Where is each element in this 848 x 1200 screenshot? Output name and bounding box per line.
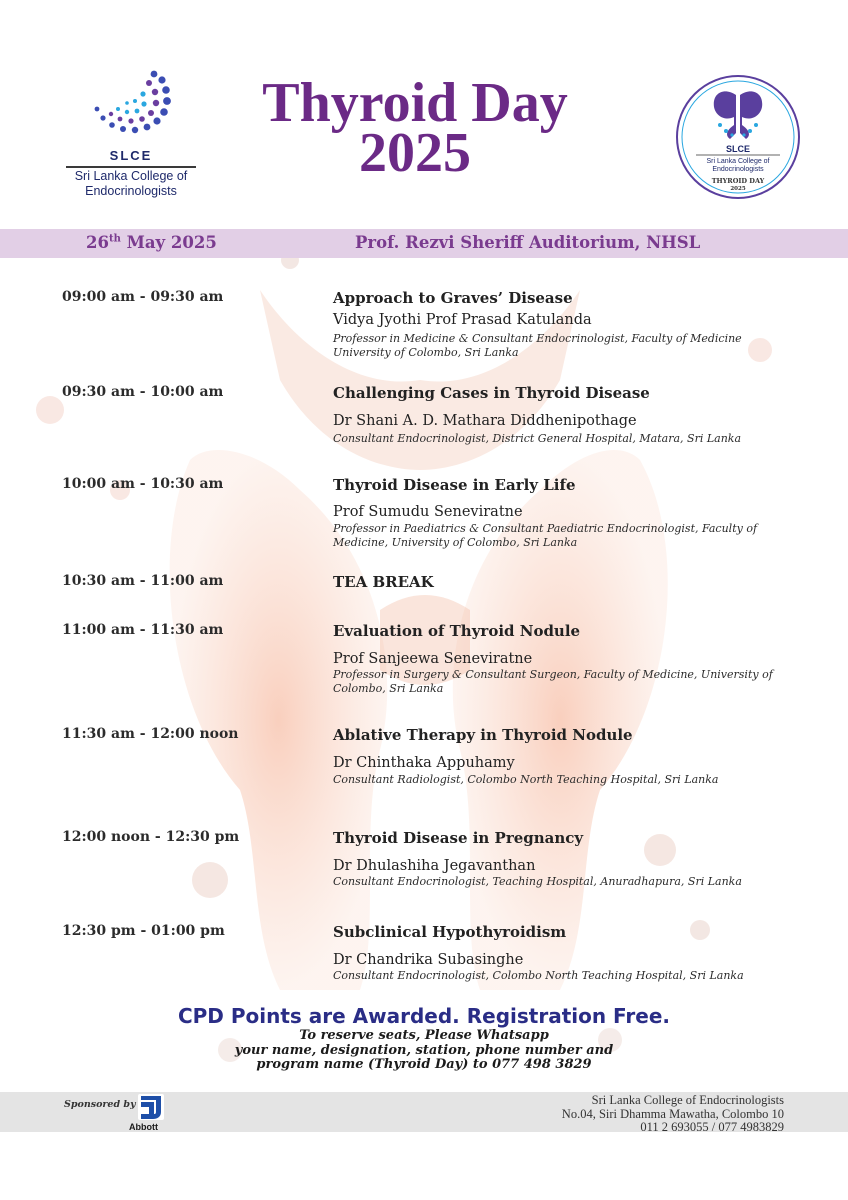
slot-topic: Approach to Graves’ Disease	[333, 289, 573, 307]
slot-time: 10:30 am - 11:00 am	[62, 573, 224, 589]
slot-topic: Ablative Therapy in Thyroid Nodule	[333, 726, 633, 744]
slot-time: 11:30 am - 12:00 noon	[62, 726, 239, 742]
event-venue: Prof. Rezvi Sheriff Auditorium, NHSL	[355, 233, 701, 252]
slot-speaker: Prof Sanjeewa Seneviratne	[333, 651, 533, 667]
slot-speaker-role: Consultant Endocrinologist, District General Hospital, Matara, Sri Lanka	[333, 432, 742, 445]
event-date: 26th May 2025	[86, 233, 217, 252]
svg-text:2025: 2025	[730, 186, 746, 192]
title-line-1: Thyroid Day	[262, 72, 568, 134]
svg-text:Sri Lanka College of: Sri Lanka College of	[706, 158, 770, 165]
org-name: Sri Lanka College of Endocrinologists	[591, 1093, 784, 1107]
slce-logo	[56, 68, 206, 198]
org-phone: 011 2 693055 / 077 4983829	[640, 1120, 784, 1134]
slot-topic: Subclinical Hypothyroidism	[333, 923, 567, 941]
logo-full-name: Sri Lanka College of Endocrinologists	[74, 169, 188, 198]
slot-topic: TEA BREAK	[333, 573, 434, 591]
slot-time: 09:30 am - 10:00 am	[62, 384, 224, 400]
slot-topic: Thyroid Disease in Early Life	[333, 476, 576, 494]
svg-text:SLCE: SLCE	[725, 144, 751, 154]
page-title	[200, 72, 630, 184]
slot-speaker: Dr Shani A. D. Mathara Diddhenipothage	[333, 413, 637, 429]
slot-speaker: Prof Sumudu Seneviratne	[333, 504, 523, 520]
slot-time: 09:00 am - 09:30 am	[62, 289, 224, 305]
slot-speaker-role: Consultant Radiologist, Colombo North Teaching Hospital, Sri Lanka	[333, 773, 719, 786]
slot-topic: Thyroid Disease in Pregnancy	[333, 829, 584, 847]
date-venue-band	[0, 229, 848, 258]
slot-topic: Evaluation of Thyroid Nodule	[333, 622, 581, 640]
slot-speaker-role: Professor in Paediatrics & Consultant Paediatric Endocrinologist, Faculty of Medicine, University of Colombo, Sri Lanka	[333, 522, 758, 549]
slot-speaker: Dr Dhulashiha Jegavanthan	[333, 858, 536, 874]
slce-dot-logo-icon	[88, 68, 174, 144]
thyroid-butterfly-seal-icon	[674, 73, 802, 201]
slot-topic: Challenging Cases in Thyroid Disease	[333, 384, 650, 402]
sponsor-name: Abbott	[129, 1122, 158, 1132]
slot-speaker-role: Consultant Endocrinologist, Teaching Hospital, Anuradhapura, Sri Lanka	[333, 875, 742, 888]
slot-speaker: Dr Chinthaka Appuhamy	[333, 755, 515, 771]
slot-time: 12:00 noon - 12:30 pm	[62, 829, 240, 845]
svg-text:Endocrinologists: Endocrinologists	[712, 166, 764, 173]
slot-speaker-role: Consultant Endocrinologist, Colombo North Teaching Hospital, Sri Lanka	[333, 969, 744, 982]
cpd-notice: CPD Points are Awarded. Registration Free.	[177, 1004, 671, 1028]
reservation-instructions: To reserve seats, Please Whatsapp your name, designation, station, phone number and program name (Thyroid Day) to 077 498 3829	[234, 1028, 614, 1072]
title-line-2: 2025	[359, 122, 471, 184]
footer	[0, 1092, 848, 1132]
logo-divider	[66, 166, 196, 168]
logo-abbreviation: SLCE	[109, 148, 153, 163]
svg-text:THYROID DAY: THYROID DAY	[711, 177, 765, 185]
slot-speaker-role: Professor in Surgery & Consultant Surgeon, Faculty of Medicine, University of Colombo, Sri Lanka	[333, 668, 773, 695]
abbott-logo-icon	[136, 1092, 166, 1122]
slot-time: 11:00 am - 11:30 am	[62, 622, 224, 638]
slot-speaker: Dr Chandrika Subasinghe	[333, 952, 524, 968]
organizer-contact	[562, 1094, 784, 1135]
slot-time: 12:30 pm - 01:00 pm	[62, 923, 225, 939]
sponsored-by-label: Sponsored by	[64, 1099, 136, 1110]
slot-speaker: Vidya Jyothi Prof Prasad Katulanda	[333, 312, 592, 328]
org-address: No.04, Siri Dhamma Mawatha, Colombo 10	[561, 1106, 784, 1121]
slot-time: 10:00 am - 10:30 am	[62, 476, 224, 492]
slot-speaker-role: Professor in Medicine & Consultant Endocrinologist, Faculty of Medicine University of Colombo, Sri Lanka	[333, 332, 742, 359]
